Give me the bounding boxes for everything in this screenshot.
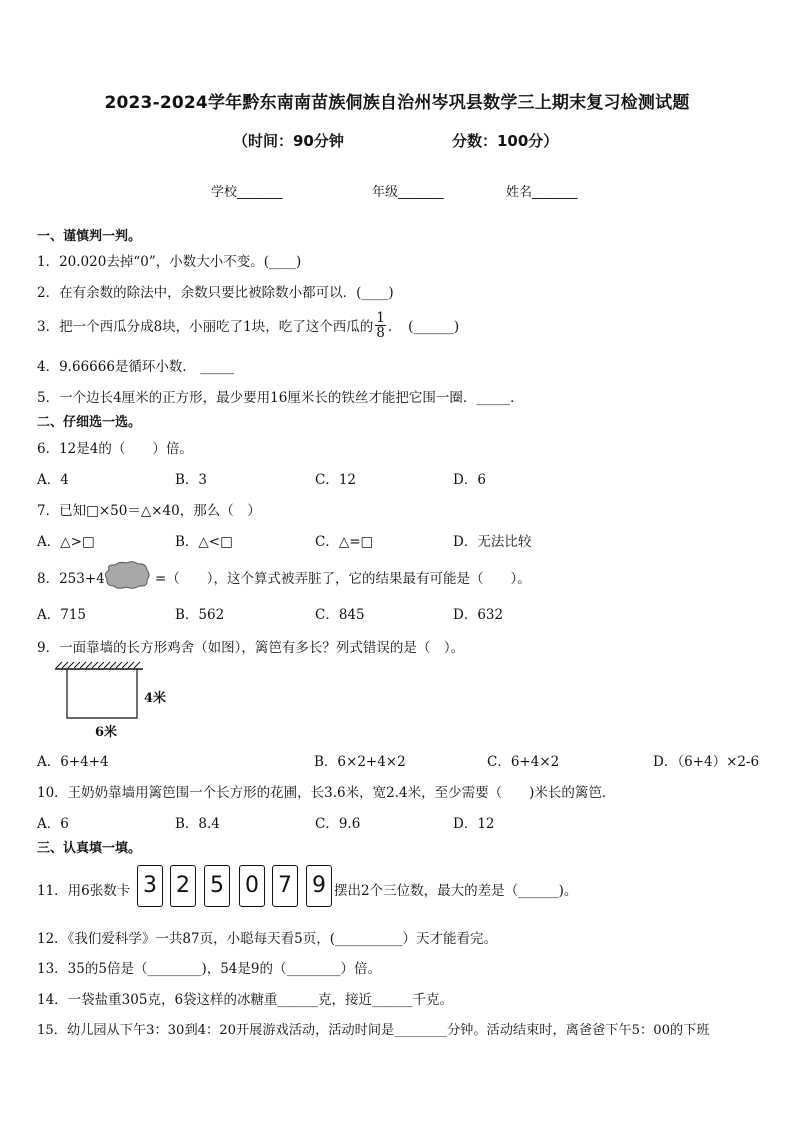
section-heading-3: 三、认真填一填。 (37, 841, 142, 856)
school-field: 学校_______ (211, 185, 283, 200)
q6-option-c[interactable]: C．12 (315, 472, 357, 488)
number-card: 9 (306, 865, 332, 907)
q10-option-d[interactable]: D．12 (453, 816, 495, 832)
fraction-numerator: 1 (376, 309, 385, 326)
number-card: 3 (137, 865, 163, 907)
ink-smudge-icon (103, 560, 151, 590)
number-card: 2 (170, 865, 196, 907)
question-10: 10．王奶奶靠墙用篱笆围一个长方形的花圃，长3.6米，宽2.4米，至少需要（ )米长的篱笆． (37, 785, 616, 801)
question-7: 7．已知□×50＝△×40，那么（ ） (37, 503, 261, 519)
question-8-tail: =（ ），这个算式被弄脏了，它的结果最有可能是（ ）。 (155, 571, 531, 587)
q8-option-a[interactable]: A．715 (37, 607, 87, 623)
question-1: 1．20.020去掉“0”，小数大小不变。(____) (37, 254, 302, 270)
diagram-side-label: 4米 (144, 691, 167, 706)
section-heading-2: 二、仔细选一选。 (37, 415, 142, 430)
question-8: 8．253+4 (37, 571, 105, 587)
q10-option-b[interactable]: B．8.4 (175, 816, 220, 832)
q9-option-c[interactable]: C．6+4×2 (487, 754, 560, 770)
q6-option-d[interactable]: D．6 (453, 472, 486, 488)
number-card: 7 (272, 865, 298, 907)
q6-option-b[interactable]: B．3 (175, 472, 208, 488)
q10-option-a[interactable]: A．6 (37, 816, 69, 832)
q7-option-a[interactable]: A．△>□ (37, 534, 95, 550)
name-field: 姓名_______ (506, 185, 578, 200)
question-6: 6．12是4的（ ）倍。 (37, 441, 193, 457)
q9-option-d[interactable]: D．（6+4）×2-6 (653, 754, 760, 770)
q8-option-b[interactable]: B．562 (175, 607, 225, 623)
fraction (375, 311, 386, 340)
grade-field: 年级_______ (372, 185, 444, 200)
question-11-tail: 摆出2个三位数，最大的差是（______)。 (334, 883, 578, 899)
q10-option-c[interactable]: C．9.6 (315, 816, 361, 832)
number-card: 5 (204, 865, 230, 907)
question-15: 15．幼儿园从下午3：30到4：20开展游戏活动，活动时间是________分钟。活动结束时，离爸爸下午5：00的下班 (37, 1023, 710, 1038)
diagram-bottom-label: 6米 (95, 725, 118, 740)
exam-time: （时间：90分钟 (233, 132, 344, 150)
page-title: 2023-2024学年黔东南南苗族侗族自治州岑巩县数学三上期末复习检测试题 (104, 93, 690, 113)
question-4: 4．9.66666是循环小数． _____ (37, 359, 234, 375)
q9-option-b[interactable]: B．6×2+4×2 (314, 754, 406, 770)
fraction-denominator: 8 (376, 324, 385, 341)
question-13: 13．35的5倍是（________)，54是9的（________）倍。 (37, 961, 381, 977)
q7-option-b[interactable]: B．△<□ (175, 534, 233, 550)
q9-option-a[interactable]: A．6+4+4 (37, 754, 109, 770)
question-12: 12．《我们爱科学》一共87页，小聪每天看5页，(__________）天才能看完。 (37, 931, 497, 947)
section-heading-1: 一、谨慎判一判。 (37, 229, 142, 244)
question-3-tail: ． (______) (387, 319, 460, 335)
question-9: 9．一面靠墙的长方形鸡舍（如图），篱笆有多长？列式错误的是（ ）。 (37, 640, 465, 656)
question-5: 5．一个边长4厘米的正方形，最少要用16厘米长的铁丝才能把它围一圈．_____． (37, 390, 524, 406)
exam-score: 分数：100分） (452, 132, 559, 150)
question-2: 2．在有余数的除法中，余数只要比被除数小都可以．(____) (37, 285, 394, 301)
q7-option-c[interactable]: C．△=□ (315, 534, 374, 550)
q6-option-a[interactable]: A．4 (37, 472, 69, 488)
question-3 (37, 307, 459, 343)
question-3-text: 3．把一个西瓜分成8块，小丽吃了1块，吃了这个西瓜的 (37, 319, 374, 335)
number-card: 0 (239, 865, 265, 907)
q8-option-d[interactable]: D．632 (453, 607, 504, 623)
question-11: 11．用6张数卡 (37, 883, 131, 899)
q8-option-c[interactable]: C．845 (315, 607, 365, 623)
q7-option-d[interactable]: D．无法比较 (453, 534, 532, 550)
question-14: 14．一袋盐重305克，6袋这样的冰糖重______克，接近______千克。 (37, 992, 454, 1008)
